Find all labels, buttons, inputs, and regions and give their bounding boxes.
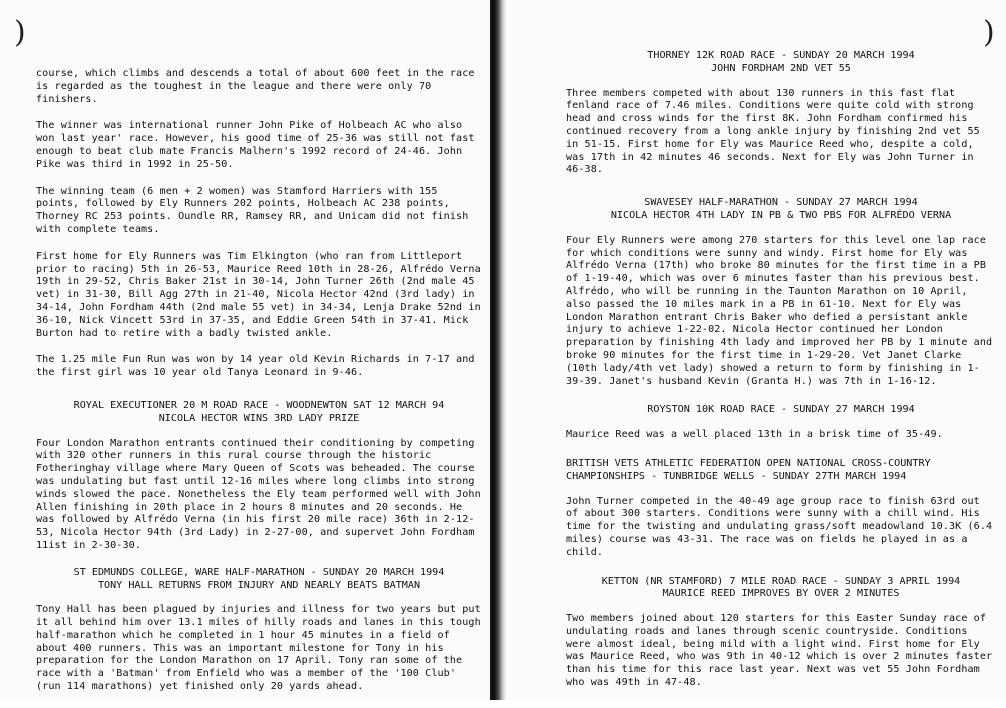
heading-line-2: NICOLA HECTOR 4TH LADY IN PB & TWO PBS FOR ALFRÉDO VERNA — [610, 209, 952, 221]
section-body: Three members competed with about 130 runners in this fast flat fenland race of 7.46 miles. Conditions were quite cold with strong head and cross winds for the first 8K. John Fordham confirmed his continued recovery from a long ankle injury by finishing 2nd vet 55 in 51-15. First home for Ely was Maurice Reed who, despite a cold, was 17th in 42 minutes 46 seconds. Next for Ely was John Turner in 46-38. — [566, 87, 980, 176]
section-body: Four Ely Runners were among 270 starters for this level one lap race for which conditions were sunny and windy. First home for Ely was Alfrédo Verna (17th) who broke 80 minutes for the first time in a PB of 1-19-40, which was over 6 minutes faster than his previous best. Alfrédo, who will be running in the Taunton Marathon on 10 April, also passed the 10 miles mark in a PB in 61-10. Next for Ely was London Marathon entrant Chris Baker who defied a persistant ankle injury to achieve 1-22-02. Nicola Hector continued her London preparation by finishing 4th lady and improved her PB by 1 minute and broke 90 minutes for the first time in 1-29-20. Vet Janet Clarke (10th lady/4th vet lady) showed a return to form by finishing in 1-39-39. Janet's husband Kevin (Granta H.) was 7th in 1-16-12. — [566, 234, 993, 387]
heading-line-1: KETTON (NR STAMFORD) 7 MILE ROAD RACE - SUNDAY 3 APRIL 1994 — [601, 575, 961, 587]
section-body: Two members joined about 120 starters for this Easter Sunday race of undulating roads and lanes through scenic countryside. Conditions were almost ideal, being mild with a light wind. First home for Ely was Maurice Reed, who was 9th in 40-12 which is over 2 minutes faster than his time for this race last year. Next was vet 55 John Fordham who was 49th in 47-48. — [566, 613, 993, 689]
section-heading — [566, 576, 996, 602]
heading-line-2: MAURICE REED IMPROVES BY OVER 2 MINUTES — [662, 588, 900, 600]
section-heading — [566, 197, 996, 223]
section-body: Maurice Reed was a well placed 13th in a brisk time of 35-49. — [566, 429, 943, 441]
heading-line-2: TONY HALL RETURNS FROM INJURY AND NEARLY BEATS BATMAN — [97, 579, 421, 591]
heading-line-1: THORNEY 12K ROAD RACE - SUNDAY 20 MARCH 1994 — [647, 50, 915, 61]
left-column — [36, 68, 482, 708]
paragraph: The 1.25 mile Fun Run was won by 14 year old Kevin Richards in 7-17 and the first girl was 10 year old Tanya Leonard in 9-46. — [36, 354, 475, 379]
heading-line-1: ST EDMUNDS COLLEGE, WARE HALF-MARATHON - SUNDAY 20 MARCH 1994 — [73, 566, 445, 578]
heading-line-1: ROYSTON 10K ROAD RACE - SUNDAY 27 MARCH 1994 — [647, 404, 915, 416]
right-column — [566, 42, 996, 704]
paragraph: course, which climbs and descends a total of about 600 feet in the race is regarded as the toughest in the league and there were only 70 finishers. — [36, 68, 475, 105]
section-heading — [566, 404, 996, 417]
page-curl-mark: ) — [14, 15, 26, 50]
heading-line-1: BRITISH VETS ATHLETIC FEDERATION OPEN NATIONAL CROSS-COUNTRY — [566, 457, 931, 469]
left-page — [0, 0, 490, 700]
section-body: Four London Marathon entrants continued their conditioning by competing with 320 other runners in this rural course through the historic Fotheringhay village where Mary Queen of Scots was beheaded. The course was undulating but fast until 12-16 miles where long climbs into strong winds slowed the pace. Nonetheless the Ely team performed well with John Allen finishing in 20th place in 2 hours 8 minutes and 20 seconds. He was followed by Alfrédo Verna (in his first 20 mile race) 36th in 2-12-53, Nicola Hector 94th (3rd Lady) in 2-27-00, and supervet John Fordham 11ist in 2-30-30. — [36, 437, 481, 551]
heading-line-2: CHAMPIONSHIPS - TUNBRIDGE WELLS - SUNDAY 27TH MARCH 1994 — [566, 470, 907, 482]
heading-line-2: NICOLA HECTOR WINS 3RD LADY PRIZE — [158, 412, 360, 424]
right-page — [506, 0, 1006, 700]
section-heading — [566, 50, 996, 76]
heading-line-1: ROYAL EXECUTIONER 20 M ROAD RACE - WOODNEWTON SAT 12 MARCH 94 — [73, 399, 445, 411]
section-heading — [36, 400, 482, 426]
heading-line-2: JOHN FORDHAM 2ND VET 55 — [711, 62, 851, 74]
section-body: John Turner competed in the 40-49 age group race to finish 63rd out of about 300 starters. Conditions were sunny with a chill wind. His time for the twisting and undulating grass/soft meadowland 10.3K (6.4 miles) course was 43-31. The race was on fields he played in as a child. — [566, 495, 993, 558]
paragraph: The winner was international runner John Pike of Holbeach AC who also won last year' race. However, his good time of 25-36 was still not fast enough to beat club mate Francis Malhern's 1992 record of 24-46. John Pike was third in 1992 in 25-50. — [36, 120, 475, 170]
section-heading — [566, 458, 996, 484]
section-heading — [36, 567, 482, 593]
section-body: Tony Hall has been plagued by injuries and illness for two years but put it all behind him over 13.1 miles of hilly roads and lanes in this tough half-marathon which he completed in 1 hour 45 minutes in a field of about 400 runners. This was an important milestone for Tony in his preparation for the London Marathon on 17 April. Tony ran some of the race with a 'Batman' from Enfield who was a member of the '100 Club' (run 114 marathons) yet finished only 20 yards ahead. — [36, 604, 481, 693]
paragraph: The winning team (6 men + 2 women) was Stamford Harriers with 155 points, followed by Ely Runners 202 points, Holbeach AC 238 points, Thorney RC 253 points. Oundle RR, Ramsey RR, and Unicam did not finish with complete teams. — [36, 185, 469, 235]
heading-line-1: SWAVESEY HALF-MARATHON - SUNDAY 27 MARCH 1994 — [644, 197, 918, 209]
book-gutter — [490, 0, 506, 700]
page-curl-mark: ) — [983, 15, 995, 50]
paragraph: First home for Ely Runners was Tim Elkington (who ran from Littleport prior to racing) 5th in 26-53, Maurice Reed 10th in 28-26, Alfrédo Verna 19th in 29-52, Chris Baker 21st in 30-14, John Turner 26th (2nd male 45 vet) in 31-30, Bill Agg 27th in 21-40, Nicola Hector 42nd (3rd lady) in 34-14, John Fordham 44th (2nd male 55 vet) in 34-34, Lenja Drake 52nd in 36-10, Nick Vincett 53rd in 37-35, and Eddie Green 54th in 37-41. Mick Burton had to retire with a badly twisted ankle. — [36, 250, 481, 339]
